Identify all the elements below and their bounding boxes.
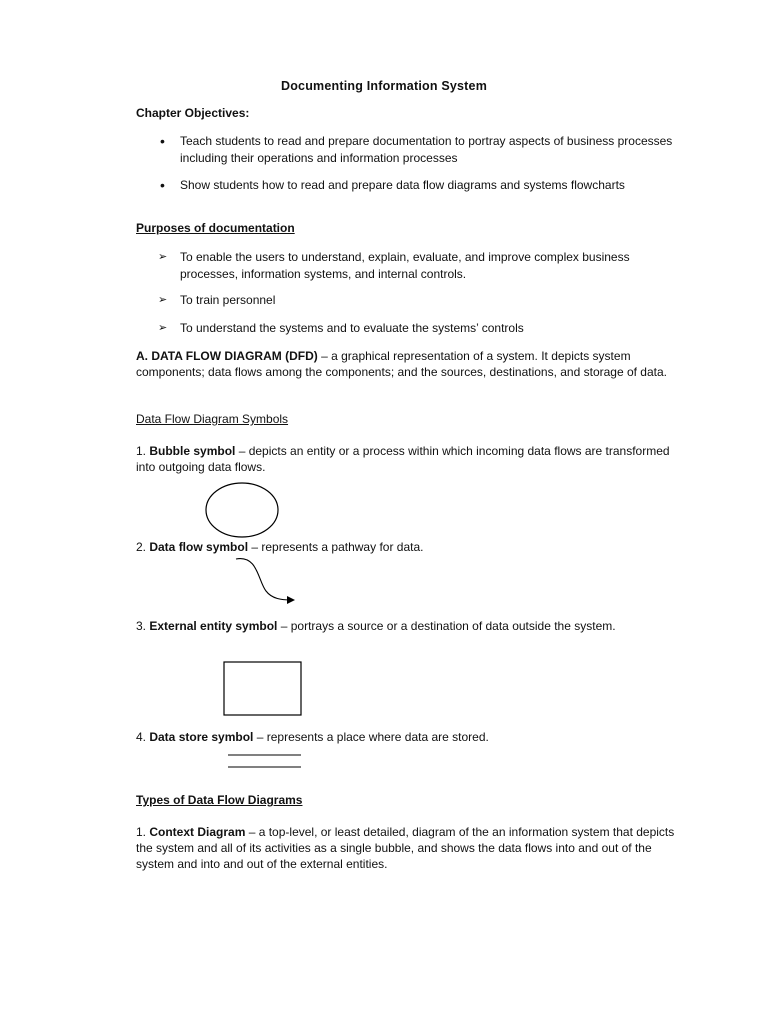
document-title: Documenting Information System	[280, 79, 488, 93]
objectives-heading: Chapter Objectives:	[136, 106, 250, 120]
purpose-item: To train personnel	[180, 293, 276, 307]
objective-item: Teach students to read and prepare documentation to portray aspects of business processes including their operations and information processes	[180, 134, 673, 165]
symbol-item-bubble: 1. Bubble symbol – depicts an entity or a process within which incoming data flows are transformed into outgoing data flows.	[136, 444, 670, 474]
type-item-context-diagram: 1. Context Diagram – a top-level, or least detailed, diagram of the an information system that depicts the system and all of its activities as a single bubble, and shows the data flows into and out of the system and into and out of the external entities.	[136, 825, 675, 871]
types-heading: Types of Data Flow Diagrams	[136, 793, 303, 807]
arrow-bullet-icon: ➢	[158, 251, 168, 263]
purpose-item: To understand the systems and to evaluate the systems’ controls	[180, 321, 524, 335]
symbol-item-data-store: 4. Data store symbol – represents a place where data are stored.	[136, 730, 489, 744]
objective-item: Show students how to read and prepare data flow diagrams and systems flowcharts	[180, 178, 625, 192]
symbol-item-external-entity: 3. External entity symbol – portrays a source or a destination of data outside the system.	[136, 619, 616, 633]
external-entity-symbol-icon	[222, 660, 304, 718]
dfd-definition	[136, 348, 676, 380]
arrow-bullet-icon: ➢	[158, 294, 168, 306]
purposes-heading: Purposes of documentation	[136, 221, 295, 235]
bullet-icon: •	[160, 133, 165, 149]
bullet-icon: •	[160, 177, 165, 193]
arrow-bullet-icon: ➢	[158, 322, 168, 334]
dfd-term: A. DATA FLOW DIAGRAM (DFD)	[136, 349, 318, 363]
data-flow-arrow-icon	[228, 555, 308, 607]
bubble-symbol-icon	[200, 478, 284, 542]
dfd-definition-text: – a graphical representation of a system. It depicts system components; data flows among the components; and the sources, destinations, and storage of data.	[136, 349, 667, 379]
symbols-heading: Data Flow Diagram Symbols	[136, 412, 289, 426]
symbol-item-data-flow: 2. Data flow symbol – represents a pathway for data.	[136, 540, 424, 554]
data-store-symbol-icon	[226, 752, 306, 772]
purpose-item: To enable the users to understand, explain, evaluate, and improve complex business processes, information systems, and internal controls.	[180, 250, 630, 281]
